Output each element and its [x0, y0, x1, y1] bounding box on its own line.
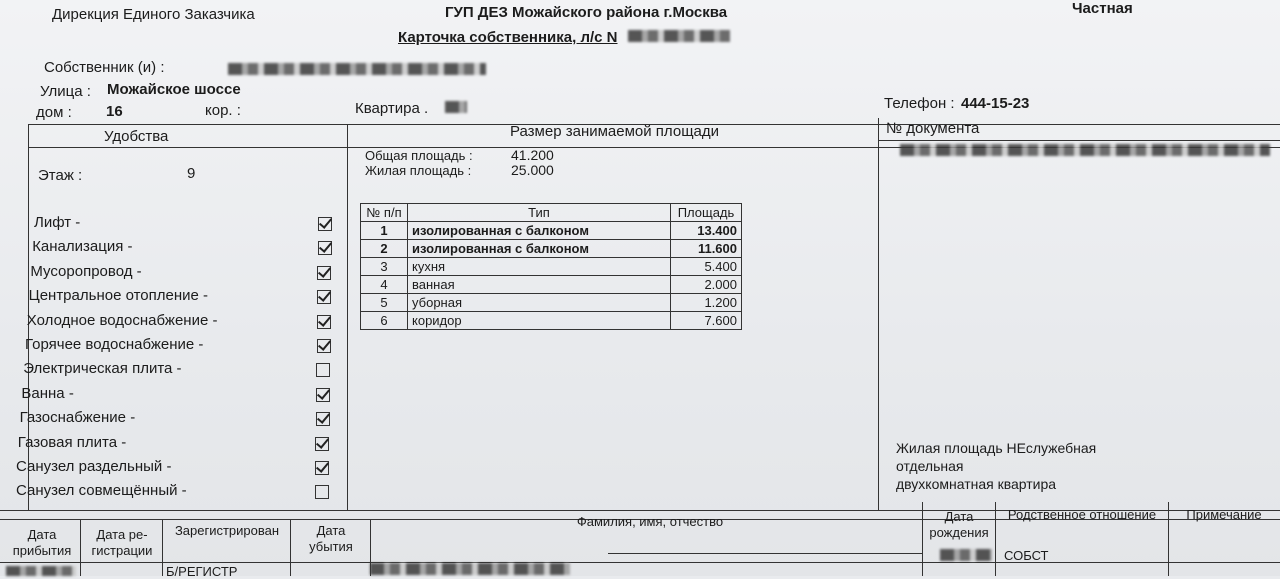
amenity-checkbox[interactable]: [315, 461, 329, 475]
room-row: [361, 240, 742, 258]
registry-divider: [1168, 502, 1169, 576]
floor-value: 9: [187, 165, 196, 182]
header-departure-date: Дата убытия: [309, 523, 353, 554]
amenities-title: Удобства: [104, 128, 169, 145]
room-type: кухня: [408, 258, 671, 276]
registry-divider: [162, 519, 163, 576]
room-number: 3: [361, 258, 408, 276]
room-area: 13.400: [671, 222, 742, 240]
amenity-checkbox[interactable]: [317, 266, 331, 280]
room-row: [361, 222, 742, 240]
header-registered: Зарегистрирован: [174, 523, 280, 538]
header-note: Примечание: [1186, 507, 1262, 522]
amenity-checkbox[interactable]: [317, 315, 331, 329]
document-title: № документа: [886, 120, 980, 137]
amenity-checkbox[interactable]: [318, 241, 332, 255]
living-area-label: Жилая площадь :: [365, 163, 472, 178]
street-label: Улица :: [40, 83, 91, 100]
registry-divider: [995, 502, 996, 576]
living-area-value: 25.000: [511, 162, 554, 178]
room-row: [361, 294, 742, 312]
registered-value: Б/РЕГИСТР: [166, 564, 238, 579]
col-area: Площадь: [671, 204, 742, 222]
redacted-account-number: [628, 30, 730, 42]
rooms-table: [360, 203, 742, 330]
header-birth-date: Дата рождения: [929, 509, 989, 540]
room-row: [361, 312, 742, 330]
street-value: Можайское шоссе: [107, 81, 241, 98]
header-registration-date: Дата ре- гистрации: [91, 527, 153, 558]
registry-divider: [922, 502, 923, 576]
amenity-checkbox[interactable]: [315, 437, 329, 451]
amenity-label: Канализация -: [32, 238, 133, 256]
amenity-checkbox[interactable]: [317, 290, 331, 304]
amenity-label: Мусоропровод -: [30, 262, 142, 280]
redacted-birth-date: [940, 549, 992, 561]
card-title: Карточка собственника, л/с N: [398, 29, 618, 46]
redacted-resident-name: [370, 563, 570, 575]
area-title: Размер занимаемой площади: [510, 123, 720, 140]
room-type: изолированная с балконом: [408, 240, 671, 258]
header-directorate: Дирекция Единого Заказчика: [52, 6, 255, 23]
header-full-name: Фамилия, имя, отчество: [576, 514, 724, 529]
amenity-label: Газовая плита -: [17, 433, 127, 451]
room-area: 2.000: [671, 276, 742, 294]
room-number: 2: [361, 240, 408, 258]
header-relation: Родственное отношение: [1007, 507, 1157, 522]
amenity-label: Санузел раздельный -: [16, 458, 172, 475]
room-area: 1.200: [671, 294, 742, 312]
room-number: 6: [361, 312, 408, 330]
relation-value: СОБСТ: [1004, 548, 1049, 563]
phone-value: 444-15-23: [961, 95, 1030, 112]
amenity-label: Санузел совмещённый -: [16, 482, 187, 500]
header-arrival-date: Дата прибытия: [12, 527, 72, 558]
redacted-arrival-date: [6, 566, 76, 576]
note-line: отдельная: [896, 458, 964, 474]
living-space-note: [896, 439, 1096, 493]
total-area-value: 41.200: [511, 147, 554, 163]
amenity-label: Центральное отопление -: [28, 287, 209, 305]
header-organization: ГУП ДЕЗ Можайского района г.Москва: [445, 4, 728, 21]
rooms-table-header: [361, 204, 742, 222]
amenity-label: Холодное водоснабжение -: [26, 311, 218, 329]
room-type: уборная: [408, 294, 671, 312]
amenity-label: Электрическая плита -: [23, 360, 182, 378]
phone-label: Телефон :: [884, 95, 955, 112]
apartment-label: Квартира .: [355, 100, 429, 117]
room-type: ванная: [408, 276, 671, 294]
korpus-label: кор. :: [205, 102, 241, 119]
grid-divider-2: [878, 118, 879, 510]
registry-row-line: [0, 562, 1280, 563]
room-number: 5: [361, 294, 408, 312]
note-line: Жилая площадь НЕслужебная: [896, 440, 1097, 456]
amenity-checkbox[interactable]: [316, 388, 330, 402]
amenity-label: Лифт -: [34, 214, 81, 231]
amenity-checkbox[interactable]: [315, 485, 329, 499]
owner-label: Собственник (и) :: [44, 59, 165, 76]
amenity-checkbox[interactable]: [317, 339, 331, 353]
redacted-owner-name: [228, 63, 486, 75]
house-label: дом :: [36, 104, 72, 121]
floor-label: Этаж :: [38, 167, 83, 184]
amenity-checkbox[interactable]: [316, 363, 330, 377]
redacted-document: [900, 144, 1270, 156]
room-type: изолированная с балконом: [408, 222, 671, 240]
col-number: № п/п: [361, 204, 408, 222]
header-ownership-type: Частная: [1072, 0, 1133, 17]
total-area-label: Общая площадь :: [365, 148, 473, 163]
room-area: 11.600: [671, 240, 742, 258]
redacted-apartment: [445, 101, 467, 113]
amenity-checkbox[interactable]: [316, 412, 330, 426]
name-underline: [608, 553, 922, 554]
rooms-table-body: [361, 222, 742, 330]
room-row: [361, 276, 742, 294]
room-row: [361, 258, 742, 276]
room-type: коридор: [408, 312, 671, 330]
col-type: Тип: [408, 204, 671, 222]
room-area: 5.400: [671, 258, 742, 276]
room-number: 1: [361, 222, 408, 240]
document-underline: [878, 140, 1280, 141]
amenity-label: Ванна -: [21, 384, 74, 402]
room-area: 7.600: [671, 312, 742, 330]
amenity-label: Горячее водоснабжение -: [25, 336, 204, 353]
grid-divider-1: [347, 124, 348, 510]
registry-divider: [80, 519, 81, 576]
registry-divider: [290, 519, 291, 576]
amenity-checkbox[interactable]: [318, 217, 332, 231]
room-number: 4: [361, 276, 408, 294]
note-line: двухкомнатная квартира: [896, 476, 1057, 492]
house-value: 16: [106, 103, 123, 120]
amenity-label: Газоснабжение -: [19, 409, 136, 427]
